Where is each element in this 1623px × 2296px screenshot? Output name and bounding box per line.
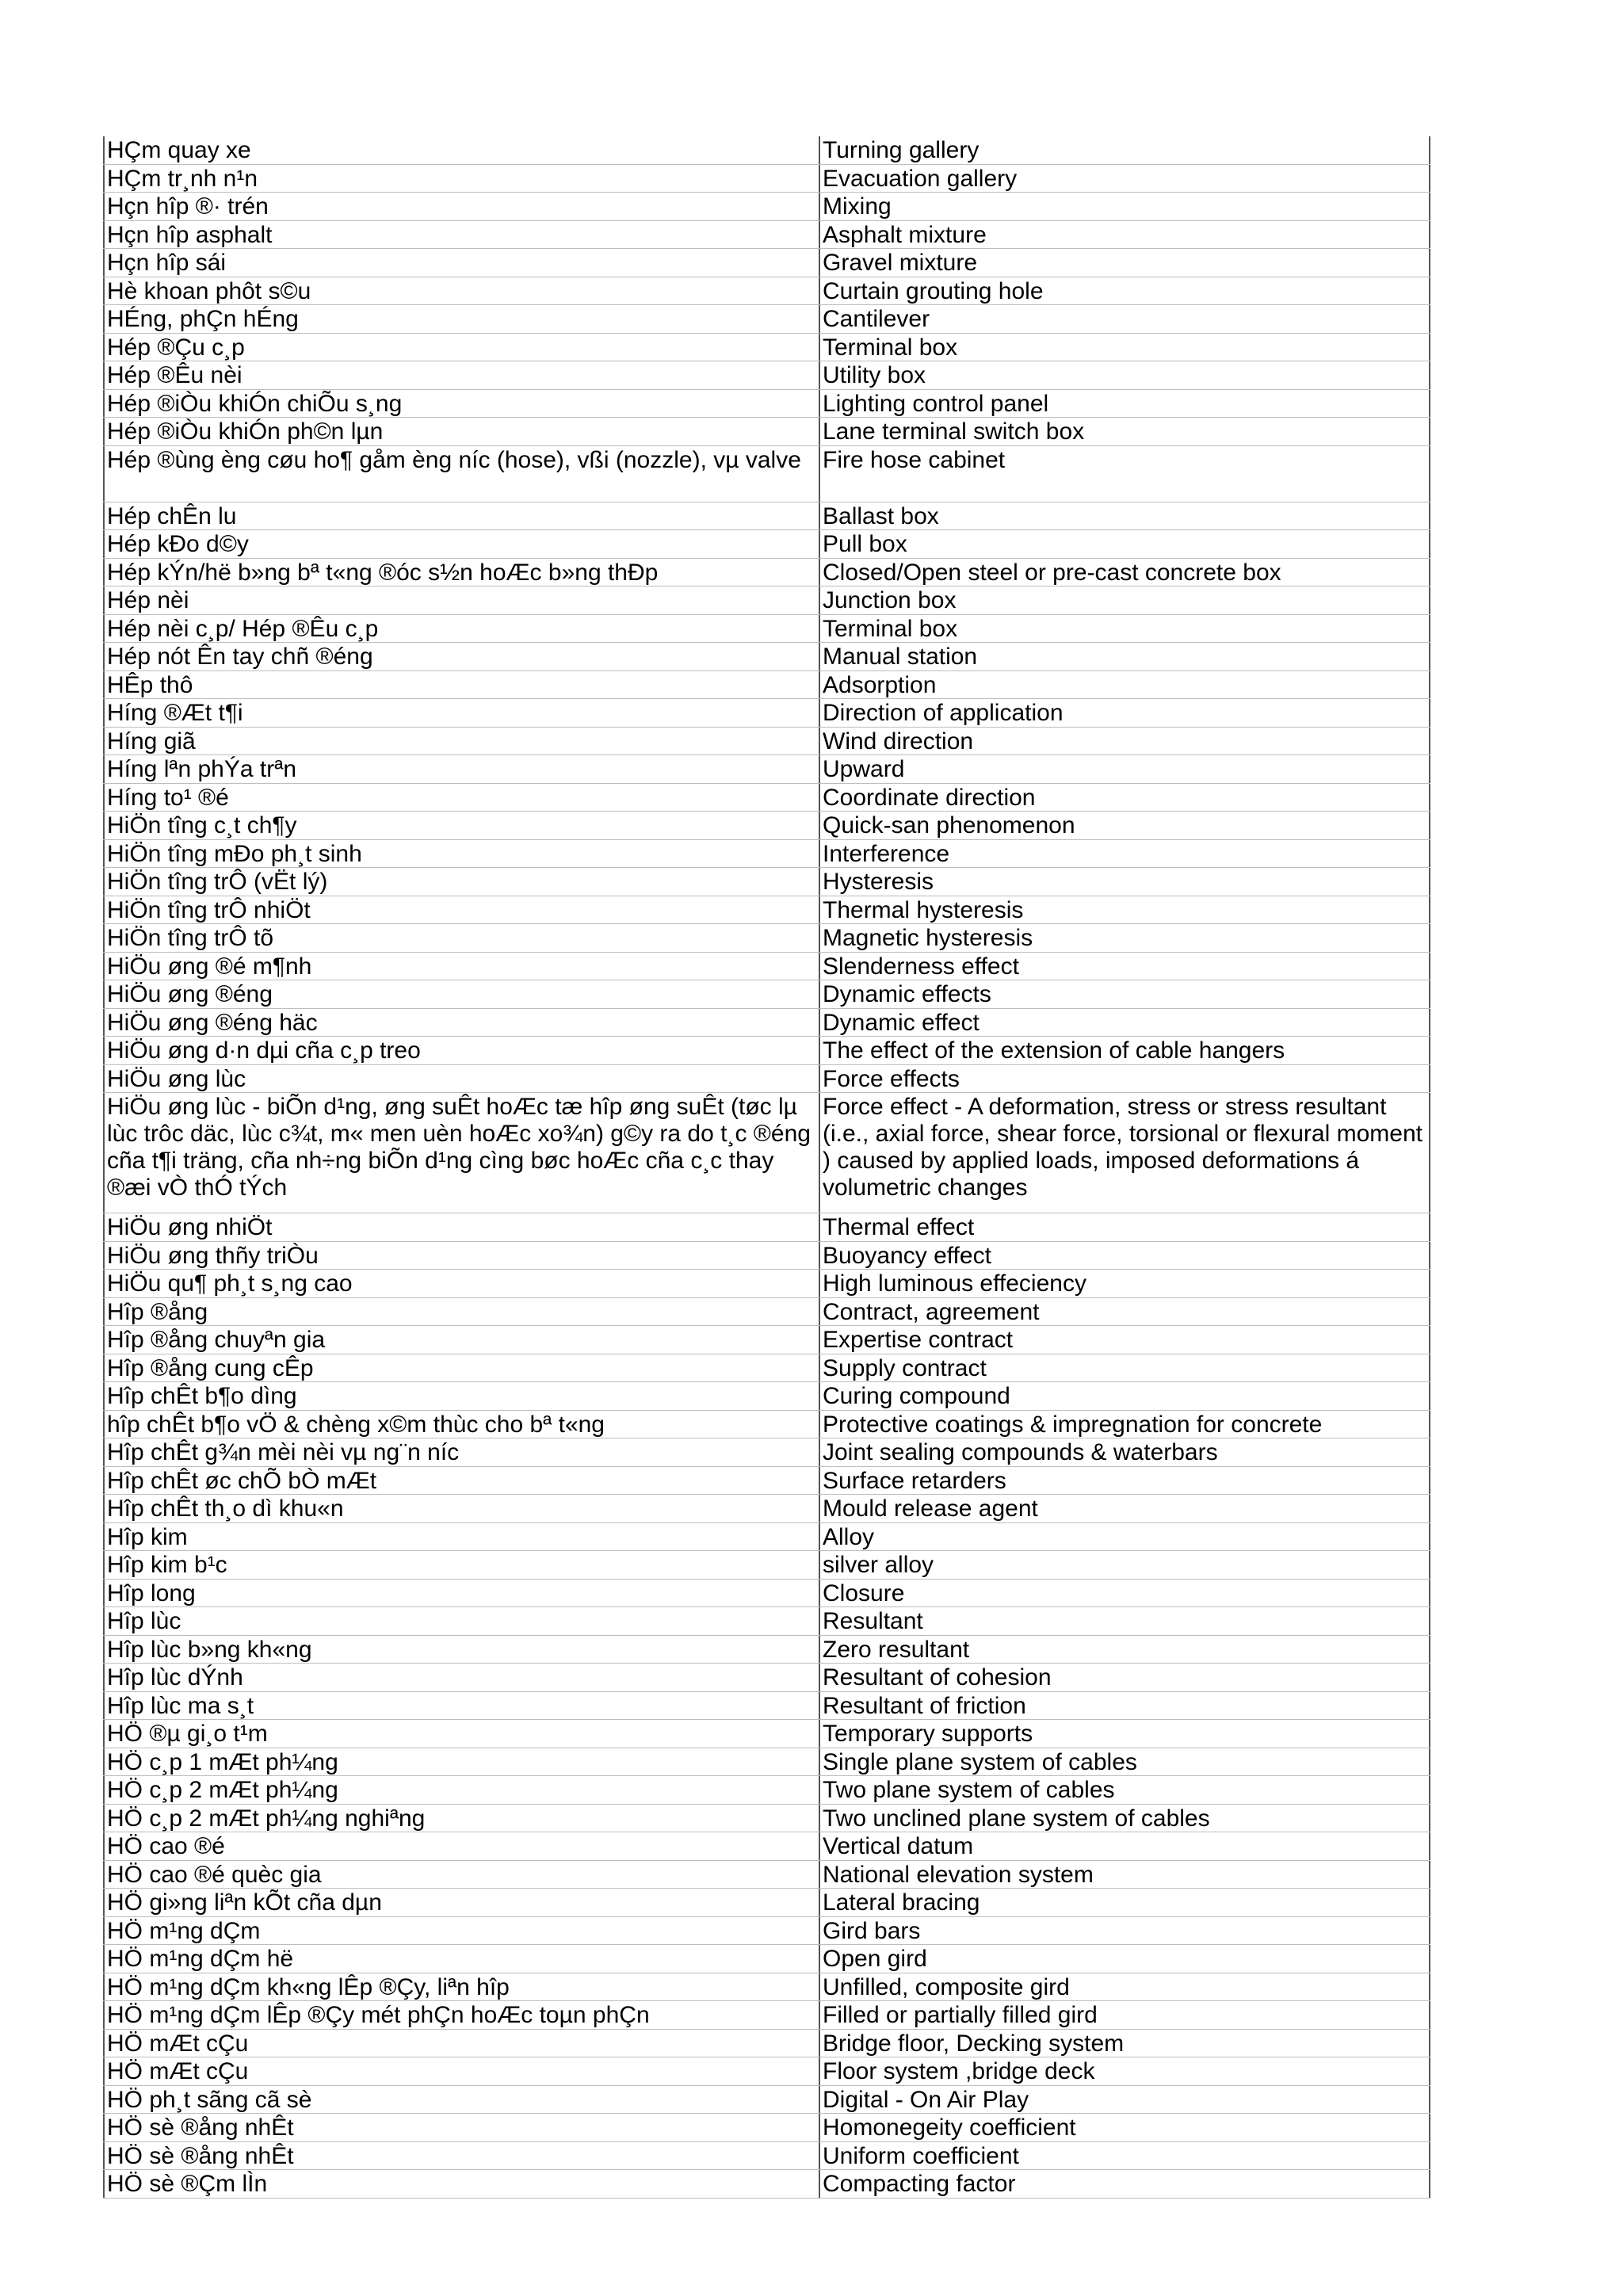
english-term-cell: Two plane system of cables <box>820 1776 1430 1804</box>
table-row <box>103 1495 1430 1523</box>
english-term-cell: Asphalt mixture <box>820 221 1430 249</box>
table-row <box>103 1242 1430 1270</box>
english-term-cell: Homonegeity coefficient <box>820 2114 1430 2141</box>
table-row <box>103 1093 1430 1213</box>
vietnamese-term-cell: Hîp lùc b»ng kh«ng <box>103 1636 820 1664</box>
vietnamese-term-cell: HiÖu øng lùc - biÕn d¹ng, øng suÊt hoÆc tæ hîp øng suÊt (tøc lµ lùc trôc däc, lùc c¾t, m« men uèn hoÆc xo¾n) g©y ra do t¸c ®éng cña t¶i träng, cña nh÷ng biÕn d¹ng cìng bøc hoÆc cña c¸c thay ®æi vÒ thÓ tÝch <box>103 1093 820 1213</box>
english-term-cell: silver alloy <box>820 1551 1430 1579</box>
vietnamese-term-cell: HiÖn tîng c¸t ch¶y <box>103 812 820 839</box>
english-term-cell: Open gird <box>820 1945 1430 1973</box>
vietnamese-term-cell: HÖ c¸p 1 mÆt ph¼ng <box>103 1748 820 1776</box>
vietnamese-term-cell: HÖ ®µ gi¸o t¹m <box>103 1720 820 1748</box>
table-row <box>103 1945 1430 1973</box>
english-term-cell: Zero resultant <box>820 1636 1430 1664</box>
english-term-cell: Upward <box>820 755 1430 783</box>
vietnamese-term-cell: Hîp lùc dÝnh <box>103 1664 820 1691</box>
english-term-cell: Filled or partially filled gird <box>820 2001 1430 2029</box>
table-row <box>103 840 1430 869</box>
english-term-cell: Mixing <box>820 193 1430 220</box>
table-row <box>103 1523 1430 1552</box>
vietnamese-term-cell: HiÖn tîng trÔ nhiÖt <box>103 896 820 924</box>
vietnamese-term-cell: HiÖn tîng trÔ tõ <box>103 924 820 952</box>
english-term-cell: Single plane system of cables <box>820 1748 1430 1776</box>
vietnamese-term-cell: HiÖu øng lùc <box>103 1065 820 1093</box>
vietnamese-term-cell: Hîp chÊt th¸o dì khu«n <box>103 1495 820 1522</box>
english-term-cell: Curing compound <box>820 1382 1430 1410</box>
vietnamese-term-cell: Hîp chÊt g¾n mèi nèi vµ ng¨n níc <box>103 1438 820 1466</box>
english-term-cell: Alloy <box>820 1523 1430 1551</box>
vietnamese-term-cell: Híng lªn phÝa trªn <box>103 755 820 783</box>
vietnamese-term-cell: HÖ m¹ng dÇm <box>103 1917 820 1945</box>
english-term-cell: Coordinate direction <box>820 784 1430 812</box>
english-term-cell: Manual station <box>820 643 1430 670</box>
vietnamese-term-cell: Hîp chÊt øc chÕ bÒ mÆt <box>103 1467 820 1495</box>
english-term-cell: Direction of application <box>820 699 1430 727</box>
vietnamese-term-cell: HÖ ph¸t sãng cã sè <box>103 2086 820 2114</box>
vietnamese-term-cell: HÖ mÆt cÇu <box>103 2057 820 2085</box>
english-term-cell: Closure <box>820 1580 1430 1607</box>
english-term-cell: Compacting factor <box>820 2170 1430 2198</box>
table-row <box>103 784 1430 812</box>
english-term-cell: Ballast box <box>820 502 1430 530</box>
english-term-cell: Protective coatings & impregnation for concrete <box>820 1411 1430 1438</box>
english-term-cell: Resultant of friction <box>820 1692 1430 1720</box>
vietnamese-term-cell: HÖ c¸p 2 mÆt ph¼ng nghiªng <box>103 1805 820 1832</box>
english-term-cell: Force effects <box>820 1065 1430 1093</box>
vietnamese-term-cell: HÇm tr¸nh n¹n <box>103 165 820 193</box>
table-row <box>103 1832 1430 1861</box>
vietnamese-term-cell: Hép chÊn lu <box>103 502 820 530</box>
vietnamese-term-cell: Hîp ®ång chuyªn gia <box>103 1326 820 1354</box>
table-row <box>103 1438 1430 1467</box>
vietnamese-term-cell: hîp chÊt b¶o vÖ & chèng x©m thùc cho bª t«ng <box>103 1411 820 1438</box>
table-row <box>103 2086 1430 2115</box>
vietnamese-term-cell: HÖ cao ®é <box>103 1832 820 1860</box>
english-term-cell: Turning gallery <box>820 136 1430 164</box>
table-row <box>103 1213 1430 1242</box>
table-row <box>103 1692 1430 1721</box>
english-term-cell: Dynamic effects <box>820 980 1430 1008</box>
vietnamese-term-cell: HiÖu øng ®éng häc <box>103 1009 820 1037</box>
vietnamese-term-cell: Hçn hîp sái <box>103 249 820 277</box>
vietnamese-term-cell: Hîp kim b¹c <box>103 1551 820 1579</box>
table-row <box>103 2057 1430 2086</box>
table-row <box>103 1326 1430 1354</box>
vietnamese-term-cell: Hép ®Çu c¸p <box>103 334 820 361</box>
table-row <box>103 980 1430 1009</box>
vietnamese-term-cell: Hîp ®ång <box>103 1298 820 1326</box>
table-row <box>103 896 1430 925</box>
english-term-cell: Unfilled, composite gird <box>820 1973 1430 2001</box>
vietnamese-term-cell: HÖ c¸p 2 mÆt ph¼ng <box>103 1776 820 1804</box>
table-row <box>103 868 1430 896</box>
table-row <box>103 305 1430 334</box>
table-row <box>103 1270 1430 1298</box>
table-row <box>103 2142 1430 2171</box>
table-row <box>103 1411 1430 1439</box>
english-term-cell: Lighting control panel <box>820 390 1430 418</box>
table-row <box>103 1551 1430 1580</box>
table-row <box>103 277 1430 306</box>
english-term-cell: Mould release agent <box>820 1495 1430 1522</box>
table-row <box>103 755 1430 784</box>
vietnamese-term-cell: HiÖu øng ®é m¶nh <box>103 953 820 980</box>
vietnamese-term-cell: Hçn hîp ®· trén <box>103 193 820 220</box>
english-term-cell: Digital - On Air Play <box>820 2086 1430 2114</box>
vietnamese-term-cell: Hép kÝn/hë b»ng bª t«ng ®óc s½n hoÆc b»ng thÐp <box>103 559 820 586</box>
english-term-cell: Terminal box <box>820 334 1430 361</box>
english-term-cell: Two unclined plane system of cables <box>820 1805 1430 1832</box>
table-row <box>103 1298 1430 1327</box>
english-term-cell: The effect of the extension of cable hangers <box>820 1037 1430 1064</box>
english-term-cell: Pull box <box>820 530 1430 558</box>
vietnamese-term-cell: Hép ®iÒu khiÓn chiÕu s¸ng <box>103 390 820 418</box>
table-row <box>103 1037 1430 1065</box>
table-row <box>103 812 1430 840</box>
english-term-cell: Temporary supports <box>820 1720 1430 1748</box>
table-row <box>103 1354 1430 1383</box>
table-row <box>103 559 1430 587</box>
table-row <box>103 2114 1430 2142</box>
english-term-cell: Supply contract <box>820 1354 1430 1382</box>
vietnamese-term-cell: HiÖu øng nhiÖt <box>103 1213 820 1241</box>
english-term-cell: Gird bars <box>820 1917 1430 1945</box>
vietnamese-term-cell: HÖ m¹ng dÇm kh«ng lÊp ®Çy, liªn hîp <box>103 1973 820 2001</box>
table-row <box>103 2001 1430 2030</box>
english-term-cell: Junction box <box>820 586 1430 614</box>
vietnamese-term-cell: Hîp lùc <box>103 1607 820 1635</box>
vietnamese-term-cell: Híng ®Æt t¶i <box>103 699 820 727</box>
vietnamese-term-cell: Hép nót Ên tay chñ ®éng <box>103 643 820 670</box>
table-row <box>103 615 1430 644</box>
vietnamese-term-cell: HÖ m¹ng dÇm lÊp ®Çy mét phÇn hoÆc toµn phÇn <box>103 2001 820 2029</box>
vietnamese-term-cell: HiÖu øng d·n dµi cña c¸p treo <box>103 1037 820 1064</box>
table-row <box>103 1776 1430 1805</box>
vietnamese-term-cell: Híng to¹ ®é <box>103 784 820 812</box>
table-row <box>103 1636 1430 1664</box>
vietnamese-term-cell: HiÖu øng ®éng <box>103 980 820 1008</box>
table-row <box>103 1009 1430 1037</box>
english-term-cell: Quick-san phenomenon <box>820 812 1430 839</box>
vietnamese-term-cell: Hép ®Êu nèi <box>103 361 820 389</box>
english-term-cell: Surface retarders <box>820 1467 1430 1495</box>
table-row <box>103 671 1430 700</box>
table-row <box>103 924 1430 953</box>
english-term-cell: Gravel mixture <box>820 249 1430 277</box>
table-row <box>103 953 1430 981</box>
english-term-cell: National elevation system <box>820 1861 1430 1889</box>
english-term-cell: Magnetic hysteresis <box>820 924 1430 952</box>
vietnamese-term-cell: Hè khoan phôt s©u <box>103 277 820 305</box>
table-row <box>103 1889 1430 1917</box>
english-term-cell: Resultant of cohesion <box>820 1664 1430 1691</box>
table-row <box>103 1720 1430 1748</box>
english-term-cell: High luminous effeciency <box>820 1270 1430 1297</box>
table-row <box>103 1861 1430 1889</box>
vietnamese-term-cell: HÖ mÆt cÇu <box>103 2030 820 2057</box>
vietnamese-term-cell: Hép ®iÒu khiÓn ph©n lµn <box>103 418 820 445</box>
english-term-cell: Contract, agreement <box>820 1298 1430 1326</box>
vietnamese-term-cell: Hîp chÊt b¶o dìng <box>103 1382 820 1410</box>
table-row <box>103 446 1430 502</box>
glossary-table <box>103 136 1430 2199</box>
table-row <box>103 2170 1430 2199</box>
vietnamese-term-cell: HÖ cao ®é quèc gia <box>103 1861 820 1889</box>
table-row <box>103 530 1430 559</box>
vietnamese-term-cell: HiÖu øng thñy triÒu <box>103 1242 820 1270</box>
table-row <box>103 643 1430 671</box>
vietnamese-term-cell: Hîp long <box>103 1580 820 1607</box>
table-row <box>103 699 1430 728</box>
vietnamese-term-cell: Híng giã <box>103 728 820 755</box>
vietnamese-term-cell: Hçn hîp asphalt <box>103 221 820 249</box>
english-term-cell: Terminal box <box>820 615 1430 643</box>
table-row <box>103 1805 1430 1833</box>
english-term-cell: Buoyancy effect <box>820 1242 1430 1270</box>
english-term-cell: Fire hose cabinet <box>820 446 1430 502</box>
vietnamese-term-cell: HÖ sè ®ång nhÊt <box>103 2114 820 2141</box>
english-term-cell: Joint sealing compounds & waterbars <box>820 1438 1430 1466</box>
table-row <box>103 418 1430 446</box>
english-term-cell: Interference <box>820 840 1430 868</box>
english-term-cell: Closed/Open steel or pre-cast concrete box <box>820 559 1430 586</box>
table-row <box>103 1917 1430 1946</box>
vietnamese-term-cell: HÖ sè ®ång nhÊt <box>103 2142 820 2170</box>
table-row <box>103 1467 1430 1496</box>
table-row <box>103 1973 1430 2002</box>
vietnamese-term-cell: HÖ gi»ng liªn kÕt cña dµn <box>103 1889 820 1916</box>
english-term-cell: Lateral bracing <box>820 1889 1430 1916</box>
english-term-cell: Resultant <box>820 1607 1430 1635</box>
english-term-cell: Expertise contract <box>820 1326 1430 1354</box>
english-term-cell: Dynamic effect <box>820 1009 1430 1037</box>
table-row <box>103 1065 1430 1094</box>
english-term-cell: Thermal effect <box>820 1213 1430 1241</box>
table-row <box>103 165 1430 193</box>
table-row <box>103 136 1430 165</box>
vietnamese-term-cell: Hép nèi <box>103 586 820 614</box>
vietnamese-term-cell: HiÖn tîng trÔ (vËt lý) <box>103 868 820 896</box>
english-term-cell: Floor system ,bridge deck <box>820 2057 1430 2085</box>
table-row <box>103 728 1430 756</box>
table-row <box>103 502 1430 531</box>
english-term-cell: Utility box <box>820 361 1430 389</box>
english-term-cell: Uniform coefficient <box>820 2142 1430 2170</box>
table-row <box>103 1748 1430 1777</box>
vietnamese-term-cell: Hîp kim <box>103 1523 820 1551</box>
vietnamese-term-cell: Hép kÐo d©y <box>103 530 820 558</box>
english-term-cell: Adsorption <box>820 671 1430 699</box>
english-term-cell: Wind direction <box>820 728 1430 755</box>
table-row <box>103 1382 1430 1411</box>
english-term-cell: Vertical datum <box>820 1832 1430 1860</box>
vietnamese-term-cell: HÉng, phÇn hÉng <box>103 305 820 333</box>
table-row <box>103 221 1430 250</box>
table-row <box>103 1607 1430 1636</box>
english-term-cell: Hysteresis <box>820 868 1430 896</box>
table-row <box>103 193 1430 221</box>
english-term-cell: Force effect - A deformation, stress or stress resultant (i.e., axial force, shear force, torsional or flexural moment ) caused by applied loads, imposed deformations á volumetric changes <box>820 1093 1430 1213</box>
english-term-cell: Slenderness effect <box>820 953 1430 980</box>
english-term-cell: Cantilever <box>820 305 1430 333</box>
table-row <box>103 390 1430 418</box>
table-row <box>103 2030 1430 2058</box>
vietnamese-term-cell: HÖ sè ®Çm lÌn <box>103 2170 820 2198</box>
vietnamese-term-cell: HiÖu qu¶ ph¸t s¸ng cao <box>103 1270 820 1297</box>
vietnamese-term-cell: Hîp lùc ma s¸t <box>103 1692 820 1720</box>
vietnamese-term-cell: Hîp ®ång cung cÊp <box>103 1354 820 1382</box>
vietnamese-term-cell: Hép ®ùng èng cøu ho¶ gåm èng níc (hose), vßi (nozzle), vµ valve <box>103 446 820 502</box>
english-term-cell: Lane terminal switch box <box>820 418 1430 445</box>
vietnamese-term-cell: HÇm quay xe <box>103 136 820 164</box>
vietnamese-term-cell: Hép nèi c¸p/ Hép ®Êu c¸p <box>103 615 820 643</box>
english-term-cell: Curtain grouting hole <box>820 277 1430 305</box>
table-row <box>103 249 1430 277</box>
table-row <box>103 334 1430 362</box>
vietnamese-term-cell: HiÖn tîng mÐo ph¸t sinh <box>103 840 820 868</box>
english-term-cell: Bridge floor, Decking system <box>820 2030 1430 2057</box>
table-row <box>103 361 1430 390</box>
table-row <box>103 586 1430 615</box>
vietnamese-term-cell: HÊp thô <box>103 671 820 699</box>
english-term-cell: Evacuation gallery <box>820 165 1430 193</box>
table-row <box>103 1580 1430 1608</box>
english-term-cell: Thermal hysteresis <box>820 896 1430 924</box>
vietnamese-term-cell: HÖ m¹ng dÇm hë <box>103 1945 820 1973</box>
table-row <box>103 1664 1430 1692</box>
